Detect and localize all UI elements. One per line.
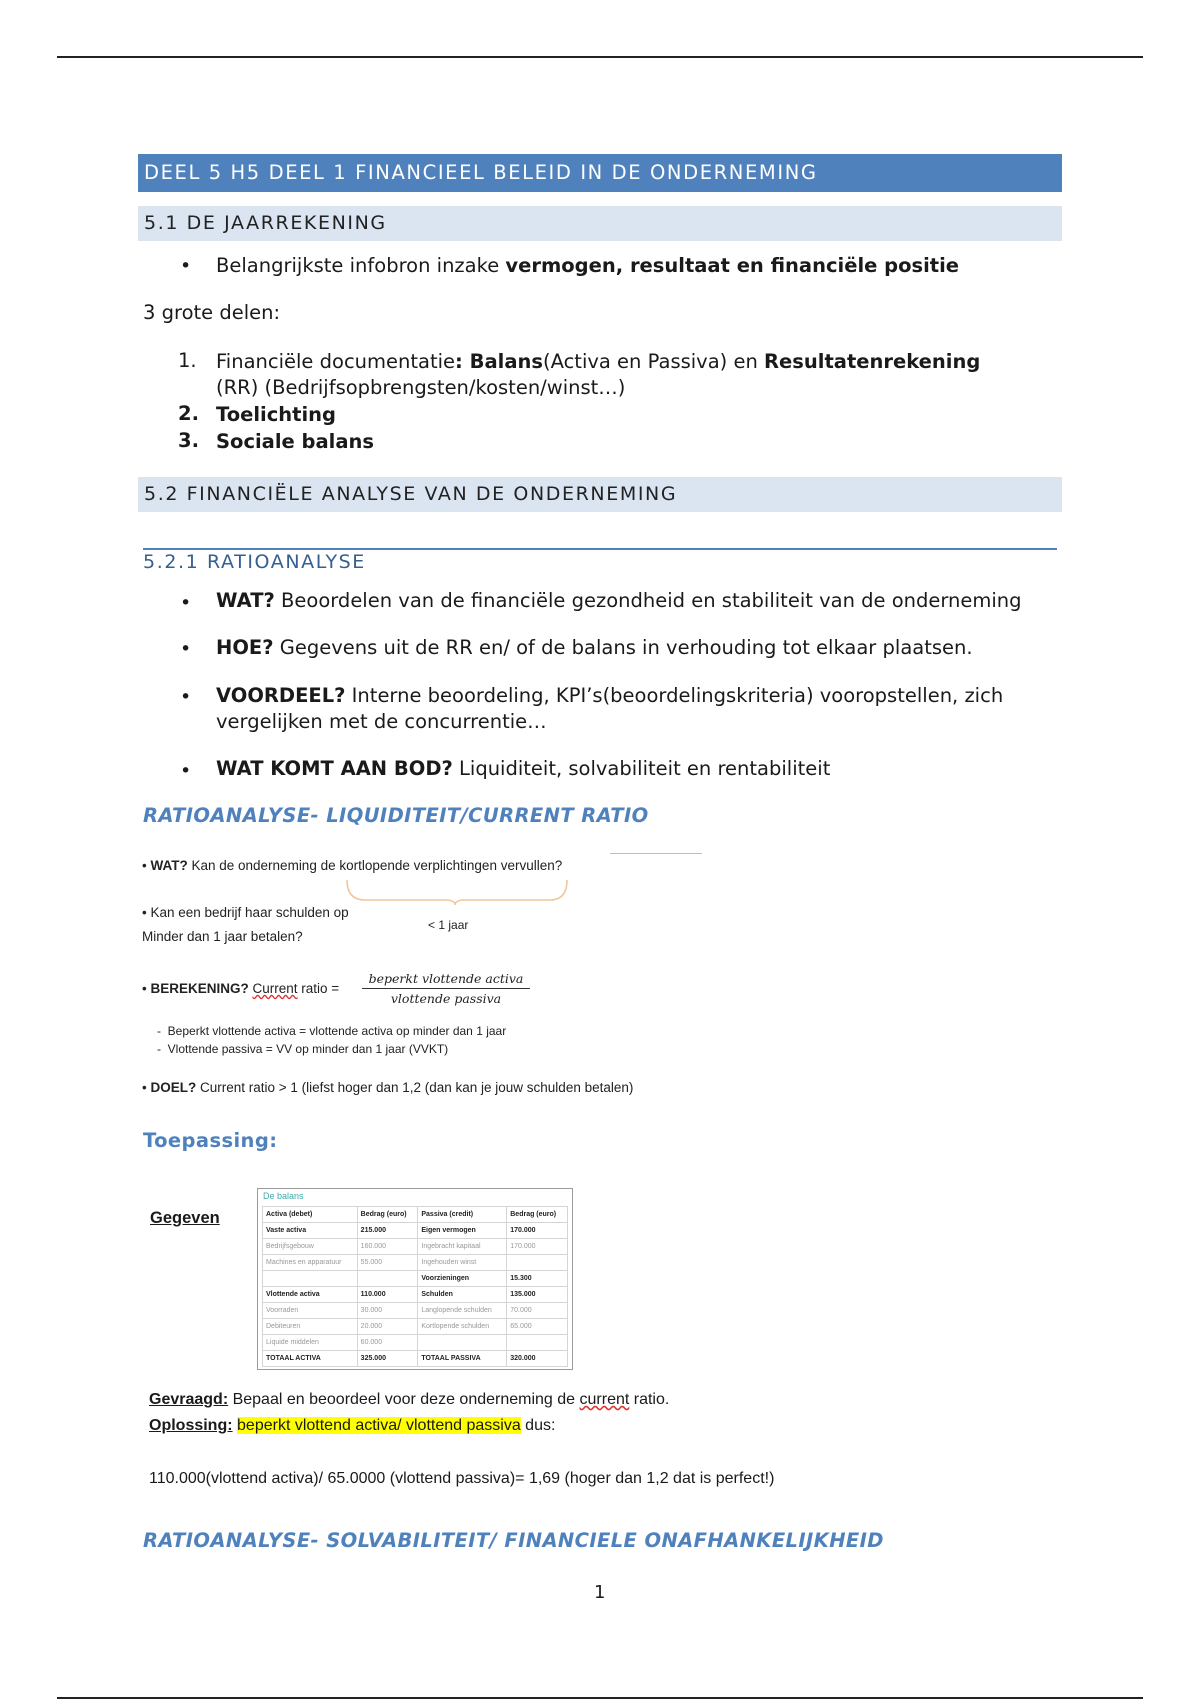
subsection-rule xyxy=(143,548,1057,550)
section-5-2-heading: 5.2 FINANCIËLE ANALYSE VAN DE ONDERNEMING xyxy=(138,477,1062,512)
toepassing-heading: Toepassing: xyxy=(143,1129,278,1152)
table-cell: 215.000 xyxy=(357,1223,418,1239)
table-cell: TOTAAL PASSIVA xyxy=(418,1351,507,1367)
gevraagd-line: Gevraagd: Bepaal en beoordeel voor deze onderneming de current ratio. xyxy=(149,1391,670,1408)
dash-line-1: - Beperkt vlottende activa = vlottende activa op minder dan 1 jaar xyxy=(157,1024,507,1038)
table-cell: 30.000 xyxy=(357,1303,418,1319)
bullet-dot: • xyxy=(180,592,192,614)
table-cell xyxy=(263,1271,358,1287)
table-cell: Machines en apparatuur xyxy=(263,1255,358,1271)
table-cell: 60.000 xyxy=(357,1335,418,1351)
table-cell: Voorzieningen xyxy=(418,1271,507,1287)
table-row xyxy=(263,1287,568,1303)
table-cell: Langlopende schulden xyxy=(418,1303,507,1319)
table-header: Passiva (credit) xyxy=(418,1207,507,1223)
voordeel-bullet-line2: vergelijken met de concurrentie… xyxy=(216,710,547,733)
table-row xyxy=(263,1319,568,1335)
aan-bod-bullet: WAT KOMT AAN BOD? Liquiditeit, solvabiliteit en rentabiliteit xyxy=(216,757,831,780)
table-cell: 15.300 xyxy=(507,1271,568,1287)
table-header: Activa (debet) xyxy=(263,1207,358,1223)
list-item-financiele-documentatie-line2: (RR) (Bedrijfsopbrengsten/kosten/winst…) xyxy=(216,376,626,399)
section-5-1-heading: 5.1 DE JAARREKENING xyxy=(138,206,1062,241)
bottom-rule xyxy=(57,1697,1143,1699)
grote-delen-intro: 3 grote delen: xyxy=(143,301,281,324)
gegeven-label: Gegeven xyxy=(150,1209,220,1227)
table-cell: Liquide middelen xyxy=(263,1335,358,1351)
table-row xyxy=(263,1303,568,1319)
table-cell: Bedrijfsgebouw xyxy=(263,1239,358,1255)
ratioanalyse-heading: 5.2.1 RATIOANALYSE xyxy=(143,551,366,573)
table-cell: Ingebracht kapitaal xyxy=(418,1239,507,1255)
jaarrekening-bullet: Belangrijkste infobron inzake vermogen, resultaat en financiële positie xyxy=(216,254,960,277)
main-heading: DEEL 5 H5 DEEL 1 FINANCIEEL BELEID IN DE ONDERNEMING xyxy=(138,154,1062,192)
table-cell: 135.000 xyxy=(507,1287,568,1303)
bullet-dot: • xyxy=(180,760,192,782)
table-cell: 20.000 xyxy=(357,1319,418,1335)
table-cell: Ingehouden winst xyxy=(418,1255,507,1271)
ratio-fraction xyxy=(362,971,530,1006)
bullet-dot: • xyxy=(180,255,192,277)
table-cell: 325.000 xyxy=(357,1351,418,1367)
dash-line-2: - Vlottende passiva = VV op minder dan 1 jaar (VVKT) xyxy=(157,1042,449,1056)
hoe-bullet: HOE? Gegevens uit de RR en/ of de balans in verhouding tot elkaar plaatsen. xyxy=(216,636,973,659)
table-header-row xyxy=(263,1207,568,1223)
slide-top-line xyxy=(610,853,702,854)
berekening-line: • BEREKENING? Current ratio = xyxy=(142,981,340,996)
brace-label: < 1 jaar xyxy=(428,918,469,932)
list-item-toelichting: Toelichting xyxy=(216,403,336,426)
ratio-numerator: beperkt vlottende activa xyxy=(362,971,530,989)
table-cell xyxy=(357,1271,418,1287)
wat-bullet: WAT? Beoordelen van de financiële gezondheid en stabiliteit van de onderneming xyxy=(216,589,1022,612)
table-cell: Kortlopende schulden xyxy=(418,1319,507,1335)
table-cell: Vlottende activa xyxy=(263,1287,358,1303)
table-cell: Voorraden xyxy=(263,1303,358,1319)
table-header: Bedrag (euro) xyxy=(507,1207,568,1223)
table-cell xyxy=(507,1335,568,1351)
bullet-dot: • xyxy=(180,638,192,660)
doel-line: • DOEL? Current ratio > 1 (liefst hoger dan 1,2 (dan kan je jouw schulden betalen) xyxy=(142,1080,634,1095)
table-cell: 170.000 xyxy=(507,1223,568,1239)
table-row xyxy=(263,1239,568,1255)
table-cell: 110.000 xyxy=(357,1287,418,1303)
balans-table xyxy=(262,1206,568,1367)
table-row xyxy=(263,1223,568,1239)
ratio-denominator: vlottende passiva xyxy=(390,991,502,1006)
list-number: 3. xyxy=(178,429,199,452)
oplossing-line: Oplossing: beperkt vlottend activa/ vlottend passiva dus: xyxy=(149,1417,556,1434)
page-number: 1 xyxy=(594,1582,606,1603)
table-row xyxy=(263,1335,568,1351)
table-cell xyxy=(507,1255,568,1271)
result-line: 110.000(vlottend activa)/ 65.0000 (vlottend passiva)= 1,69 (hoger dan 1,2 dat is perfect!) xyxy=(149,1470,775,1487)
table-cell: 320.000 xyxy=(507,1351,568,1367)
table-cell xyxy=(418,1335,507,1351)
voordeel-bullet: VOORDEEL? Interne beoordeling, KPI’s(beoordelingskriteria) vooropstellen, zich xyxy=(216,684,1004,707)
table-cell: Vaste activa xyxy=(263,1223,358,1239)
kan-bedrijf-line1: • Kan een bedrijf haar schulden op xyxy=(142,905,349,920)
table-cell: 65.000 xyxy=(507,1319,568,1335)
table-cell: 70.000 xyxy=(507,1303,568,1319)
list-item-financiele-documentatie: Financiële documentatie: Balans(Activa en Passiva) en Resultatenrekening xyxy=(216,350,981,373)
table-cell: 55.000 xyxy=(357,1255,418,1271)
table-header: Bedrag (euro) xyxy=(357,1207,418,1223)
table-cell: 160.000 xyxy=(357,1239,418,1255)
list-number: 2. xyxy=(178,402,199,425)
table-cell: Schulden xyxy=(418,1287,507,1303)
brace-shape xyxy=(345,878,570,906)
table-row xyxy=(263,1271,568,1287)
liq-wat-line: • WAT? Kan de onderneming de kortlopende verplichtingen vervullen? xyxy=(142,858,563,873)
table-cell: Debiteuren xyxy=(263,1319,358,1335)
balans-title: De balans xyxy=(263,1191,304,1201)
balans-body xyxy=(263,1223,568,1367)
liquiditeit-heading: RATIOANALYSE- LIQUIDITEIT/CURRENT RATIO xyxy=(143,804,649,827)
kan-bedrijf-line2: Minder dan 1 jaar betalen? xyxy=(142,929,303,944)
solvabiliteit-heading: RATIOANALYSE- SOLVABILITEIT/ FINANCIELE ONAFHANKELIJKHEID xyxy=(143,1529,884,1552)
table-cell: Eigen vermogen xyxy=(418,1223,507,1239)
top-rule xyxy=(57,56,1143,58)
table-row xyxy=(263,1255,568,1271)
table-row xyxy=(263,1351,568,1367)
balans-table-image xyxy=(257,1188,573,1370)
table-cell: TOTAAL ACTIVA xyxy=(263,1351,358,1367)
list-item-sociale-balans: Sociale balans xyxy=(216,430,374,453)
table-cell: 170.000 xyxy=(507,1239,568,1255)
list-number: 1. xyxy=(178,349,197,372)
bullet-dot: • xyxy=(180,686,192,708)
